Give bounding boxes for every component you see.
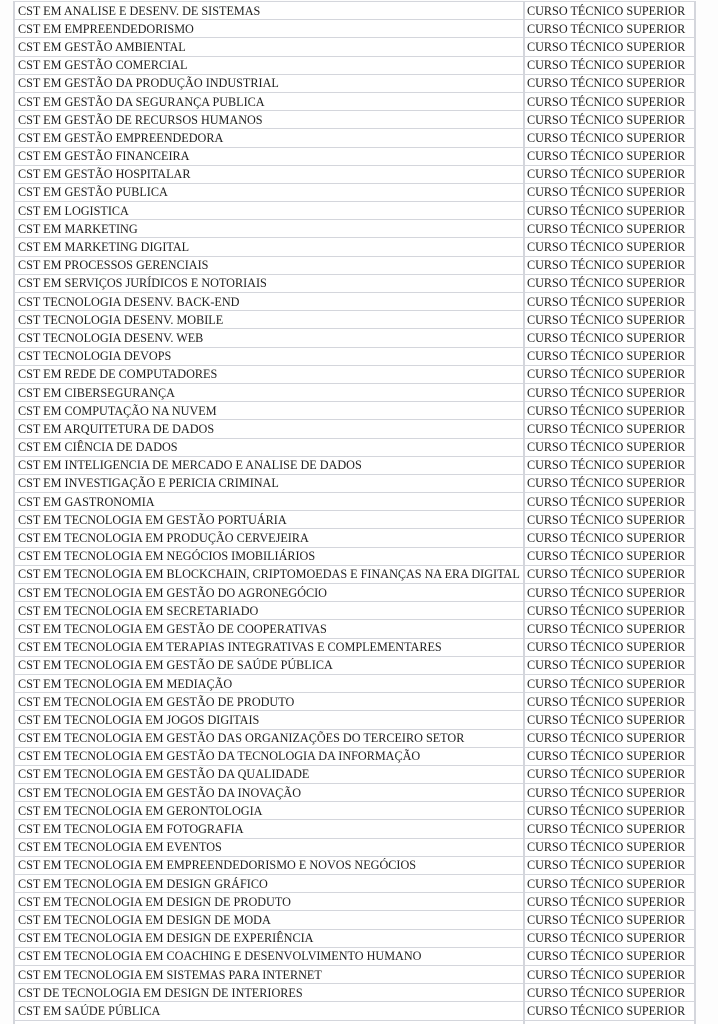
course-name-cell: CST EM MARKETING (14, 220, 524, 238)
course-name-cell: CST EM LOGISTICA (14, 202, 524, 220)
course-name-cell: CST EM GESTÃO DA PRODUÇÃO INDUSTRIAL (14, 74, 524, 92)
course-name-cell: CST EM GESTÃO DA SEGURANÇA PUBLICA (14, 92, 524, 110)
course-type-cell: CURSO TÉCNICO SUPERIOR (524, 183, 695, 201)
course-name-cell: CST TECNOLOGIA DEVOPS (14, 347, 524, 365)
course-type-cell: CURSO TÉCNICO SUPERIOR (524, 838, 695, 856)
table-row (14, 456, 695, 474)
table-row (14, 711, 695, 729)
course-name-cell: CST EM TECNOLOGIA EM JOGOS DIGITAIS (14, 711, 524, 729)
table-row (14, 165, 695, 183)
course-name-cell: CST EM TECNOLOGIA EM SECRETARIADO (14, 602, 524, 620)
course-name-cell: CST EM TECNOLOGIA EM DESIGN DE MODA (14, 911, 524, 929)
table-row (14, 238, 695, 256)
table-row (14, 511, 695, 529)
course-type-cell: CURSO TÉCNICO SUPERIOR (524, 74, 695, 92)
table-row (14, 820, 695, 838)
course-name-cell: CST EM INTELIGENCIA DE MERCADO E ANALISE DE DADOS (14, 456, 524, 474)
table-row (14, 693, 695, 711)
table-row (14, 984, 695, 1002)
course-type-cell: CURSO TÉCNICO SUPERIOR (524, 147, 695, 165)
course-type-cell: CURSO TÉCNICO SUPERIOR (524, 802, 695, 820)
course-type-cell: CURSO TÉCNICO SUPERIOR (524, 38, 695, 56)
course-name-cell: CST EM TECNOLOGIA EM TERAPIAS INTEGRATIVAS E COMPLEMENTARES (14, 638, 524, 656)
course-name-cell: CST EM TECNOLOGIA EM COACHING E DESENVOLVIMENTO HUMANO (14, 947, 524, 965)
course-name-cell: CST EM GESTÃO EMPREENDEDORA (14, 129, 524, 147)
course-name-cell: CST EM TECNOLOGIA EM GESTÃO PORTUÁRIA (14, 511, 524, 529)
course-name-cell: CST EM TECNOLOGIA EM NEGÓCIOS IMOBILIÁRIOS (14, 547, 524, 565)
course-type-cell: CURSO TÉCNICO SUPERIOR (524, 311, 695, 329)
table-row (14, 329, 695, 347)
course-type-cell: CURSO TÉCNICO SUPERIOR (524, 547, 695, 565)
course-type-cell: CURSO TÉCNICO SUPERIOR (524, 111, 695, 129)
course-type-cell: CURSO TÉCNICO SUPERIOR (524, 747, 695, 765)
course-type-cell: CURSO TÉCNICO SUPERIOR (524, 238, 695, 256)
course-type-cell: CURSO TÉCNICO SUPERIOR (524, 893, 695, 911)
course-type-cell: CURSO TÉCNICO SUPERIOR (524, 729, 695, 747)
table-row (14, 311, 695, 329)
course-name-cell: CST EM TECNOLOGIA EM FOTOGRAFIA (14, 820, 524, 838)
course-name-cell: CST EM TECNOLOGIA EM DESIGN GRÁFICO (14, 875, 524, 893)
table-row (14, 2, 695, 20)
course-type-cell: CURSO TÉCNICO SUPERIOR (524, 674, 695, 692)
course-name-cell: CST EM CIBERSEGURANÇA (14, 383, 524, 401)
course-type-cell: CURSO TÉCNICO SUPERIOR (524, 329, 695, 347)
course-type-cell: CURSO TÉCNICO SUPERIOR (524, 474, 695, 492)
course-type-cell (524, 1020, 695, 1024)
table-row (14, 129, 695, 147)
table-row (14, 838, 695, 856)
table-row (14, 402, 695, 420)
course-name-cell: CST TECNOLOGIA DESENV. WEB (14, 329, 524, 347)
course-name-cell: CST EM TECNOLOGIA EM GESTÃO DAS ORGANIZAÇÕES DO TERCEIRO SETOR (14, 729, 524, 747)
course-name-cell: CST EM CIÊNCIA DE DADOS (14, 438, 524, 456)
course-name-cell: CST EM ANALISE E DESENV. DE SISTEMAS (14, 2, 524, 20)
table-row (14, 347, 695, 365)
course-type-cell: CURSO TÉCNICO SUPERIOR (524, 638, 695, 656)
table-row (14, 438, 695, 456)
course-type-cell: CURSO TÉCNICO SUPERIOR (524, 92, 695, 110)
course-name-cell: CST EM TECNOLOGIA EM GESTÃO DE COOPERATIVAS (14, 620, 524, 638)
course-type-cell: CURSO TÉCNICO SUPERIOR (524, 765, 695, 783)
table-row (14, 547, 695, 565)
course-type-cell: CURSO TÉCNICO SUPERIOR (524, 274, 695, 292)
course-type-cell: CURSO TÉCNICO SUPERIOR (524, 875, 695, 893)
table-row (14, 929, 695, 947)
table-row (14, 256, 695, 274)
table-row (14, 383, 695, 401)
course-name-cell: CST EM PROCESSOS GERENCIAIS (14, 256, 524, 274)
course-type-cell: CURSO TÉCNICO SUPERIOR (524, 56, 695, 74)
table-row (14, 183, 695, 201)
course-type-cell: CURSO TÉCNICO SUPERIOR (524, 820, 695, 838)
course-type-cell: CURSO TÉCNICO SUPERIOR (524, 784, 695, 802)
course-name-cell: CST EM GESTÃO HOSPITALAR (14, 165, 524, 183)
course-name-cell: CST EM TECNOLOGIA EM EMPREENDEDORISMO E NOVOS NEGÓCIOS (14, 856, 524, 874)
course-type-cell: CURSO TÉCNICO SUPERIOR (524, 347, 695, 365)
table-row (14, 565, 695, 583)
course-name-cell: CST EM SAÚDE PÚBLICA (14, 1002, 524, 1020)
course-type-cell: CURSO TÉCNICO SUPERIOR (524, 493, 695, 511)
course-type-cell: CURSO TÉCNICO SUPERIOR (524, 456, 695, 474)
table-row (14, 765, 695, 783)
course-name-cell: CST EM ARQUITETURA DE DADOS (14, 420, 524, 438)
course-name-cell: CST EM TECNOLOGIA EM DESIGN DE EXPERIÊNCIA (14, 929, 524, 947)
course-type-cell: CURSO TÉCNICO SUPERIOR (524, 420, 695, 438)
course-name-cell: CST TECNOLOGIA DESENV. BACK-END (14, 293, 524, 311)
course-name-cell: CST EM SERVIÇOS JURÍDICOS E NOTORIAIS (14, 274, 524, 292)
table-row (14, 947, 695, 965)
table-row (14, 202, 695, 220)
course-name-cell: CST EM TECNOLOGIA EM BLOCKCHAIN, CRIPTOMOEDAS E FINANÇAS NA ERA DIGITAL (14, 565, 524, 583)
course-type-cell: CURSO TÉCNICO SUPERIOR (524, 620, 695, 638)
course-type-cell: CURSO TÉCNICO SUPERIOR (524, 693, 695, 711)
table-row (14, 584, 695, 602)
course-name-cell: CST EM TECNOLOGIA EM GESTÃO DE PRODUTO (14, 693, 524, 711)
table-row (14, 220, 695, 238)
table-row (14, 474, 695, 492)
course-type-cell: CURSO TÉCNICO SUPERIOR (524, 911, 695, 929)
course-type-cell: CURSO TÉCNICO SUPERIOR (524, 856, 695, 874)
course-type-cell: CURSO TÉCNICO SUPERIOR (524, 220, 695, 238)
table-row (14, 529, 695, 547)
course-type-cell: CURSO TÉCNICO SUPERIOR (524, 293, 695, 311)
table-row (14, 856, 695, 874)
course-type-cell: CURSO TÉCNICO SUPERIOR (524, 256, 695, 274)
course-name-cell: CST EM TECNOLOGIA EM SISTEMAS PARA INTERNET (14, 965, 524, 983)
course-name-cell: CST EM TECNOLOGIA EM GESTÃO DA QUALIDADE (14, 765, 524, 783)
table-row (14, 74, 695, 92)
course-type-cell: CURSO TÉCNICO SUPERIOR (524, 438, 695, 456)
table-row (14, 784, 695, 802)
table-row (14, 674, 695, 692)
table-row (14, 38, 695, 56)
course-type-cell: CURSO TÉCNICO SUPERIOR (524, 20, 695, 38)
course-table (13, 1, 696, 1024)
table-row (14, 747, 695, 765)
course-name-cell: CST EM TECNOLOGIA EM MEDIAÇÃO (14, 674, 524, 692)
course-name-cell: CST EM TECNOLOGIA EM GERONTOLOGIA (14, 802, 524, 820)
table-row (14, 20, 695, 38)
course-type-cell: CURSO TÉCNICO SUPERIOR (524, 402, 695, 420)
course-type-cell: CURSO TÉCNICO SUPERIOR (524, 947, 695, 965)
course-type-cell: CURSO TÉCNICO SUPERIOR (524, 129, 695, 147)
course-type-cell: CURSO TÉCNICO SUPERIOR (524, 984, 695, 1002)
table-row (14, 965, 695, 983)
course-type-cell: CURSO TÉCNICO SUPERIOR (524, 202, 695, 220)
course-name-cell: CST EM GESTÃO FINANCEIRA (14, 147, 524, 165)
course-name-cell: CST EM TECNOLOGIA EM EVENTOS (14, 838, 524, 856)
course-name-cell: CST EM GESTÃO DE RECURSOS HUMANOS (14, 111, 524, 129)
course-type-cell: CURSO TÉCNICO SUPERIOR (524, 511, 695, 529)
table-row (14, 729, 695, 747)
course-type-cell: CURSO TÉCNICO SUPERIOR (524, 565, 695, 583)
table-row (14, 274, 695, 292)
table-row (14, 802, 695, 820)
course-name-cell: CST DE TECNOLOGIA EM DESIGN DE INTERIORES (14, 984, 524, 1002)
course-table-body (14, 2, 695, 1024)
table-row (14, 602, 695, 620)
course-name-cell: CST EM GESTÃO COMERCIAL (14, 56, 524, 74)
table-row (14, 147, 695, 165)
course-type-cell: CURSO TÉCNICO SUPERIOR (524, 365, 695, 383)
table-row (14, 638, 695, 656)
course-name-cell: CST EM GESTÃO AMBIENTAL (14, 38, 524, 56)
course-name-cell: CST EM TECNOLOGIA EM GESTÃO DO AGRONEGÓCIO (14, 584, 524, 602)
course-type-cell: CURSO TÉCNICO SUPERIOR (524, 1002, 695, 1020)
course-name-cell: CST EM GESTÃO PUBLICA (14, 183, 524, 201)
course-type-cell: CURSO TÉCNICO SUPERIOR (524, 383, 695, 401)
course-name-cell: CST EM GASTRONOMIA (14, 493, 524, 511)
table-row (14, 620, 695, 638)
course-type-cell: CURSO TÉCNICO SUPERIOR (524, 656, 695, 674)
table-row (14, 656, 695, 674)
table-row (14, 365, 695, 383)
course-name-cell: CST EM INVESTIGAÇÃO E PERICIA CRIMINAL (14, 474, 524, 492)
table-row (14, 293, 695, 311)
course-name-cell: CST EM REDE DE COMPUTADORES (14, 365, 524, 383)
course-name-cell: CST EM TECNOLOGIA EM GESTÃO DA INOVAÇÃO (14, 784, 524, 802)
table-row (14, 420, 695, 438)
course-type-cell: CURSO TÉCNICO SUPERIOR (524, 165, 695, 183)
table-row (14, 1002, 695, 1020)
course-name-cell: CST EM TECNOLOGIA EM DESIGN DE PRODUTO (14, 893, 524, 911)
table-row (14, 56, 695, 74)
table-row-partial (14, 1020, 695, 1024)
course-name-cell: CST TECNOLOGIA DESENV. MOBILE (14, 311, 524, 329)
course-type-cell: CURSO TÉCNICO SUPERIOR (524, 602, 695, 620)
table-row (14, 92, 695, 110)
course-type-cell: CURSO TÉCNICO SUPERIOR (524, 584, 695, 602)
table-row (14, 875, 695, 893)
course-name-cell: CST EM EMPREENDEDORISMO (14, 20, 524, 38)
course-name-cell (14, 1020, 524, 1024)
course-name-cell: CST EM COMPUTAÇÃO NA NUVEM (14, 402, 524, 420)
course-name-cell: CST EM TECNOLOGIA EM PRODUÇÃO CERVEJEIRA (14, 529, 524, 547)
course-type-cell: CURSO TÉCNICO SUPERIOR (524, 711, 695, 729)
table-row (14, 893, 695, 911)
course-type-cell: CURSO TÉCNICO SUPERIOR (524, 929, 695, 947)
course-name-cell: CST EM MARKETING DIGITAL (14, 238, 524, 256)
course-type-cell: CURSO TÉCNICO SUPERIOR (524, 529, 695, 547)
course-type-cell: CURSO TÉCNICO SUPERIOR (524, 2, 695, 20)
course-name-cell: CST EM TECNOLOGIA EM GESTÃO DA TECNOLOGIA DA INFORMAÇÃO (14, 747, 524, 765)
course-type-cell: CURSO TÉCNICO SUPERIOR (524, 965, 695, 983)
course-name-cell: CST EM TECNOLOGIA EM GESTÃO DE SAÚDE PÚBLICA (14, 656, 524, 674)
table-row (14, 111, 695, 129)
table-row (14, 493, 695, 511)
table-row (14, 911, 695, 929)
